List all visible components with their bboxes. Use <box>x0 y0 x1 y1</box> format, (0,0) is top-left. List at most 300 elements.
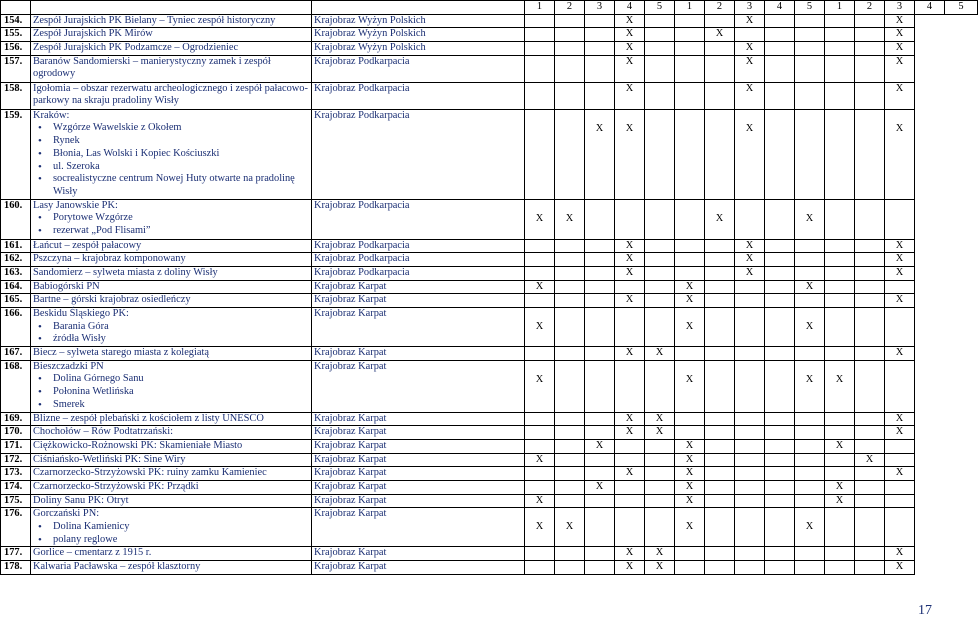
table-row <box>1 426 978 440</box>
mark-cell <box>615 480 645 494</box>
mark-cell <box>705 42 735 56</box>
mark-cell <box>795 547 825 561</box>
mark-cell <box>855 547 885 561</box>
landscape-category: Krajobraz Karpat <box>312 494 525 508</box>
mark-cell <box>705 294 735 308</box>
landscape-category: Krajobraz Karpat <box>312 508 525 547</box>
mark-cell <box>765 308 795 347</box>
x-mark: X <box>595 439 604 451</box>
mark-cell <box>525 508 555 547</box>
mark-cell <box>795 508 825 547</box>
mark-cell <box>765 294 795 308</box>
mark-cell <box>555 109 585 199</box>
row-number: 177. <box>1 547 31 561</box>
mark-cell <box>555 294 585 308</box>
mark-cell <box>525 294 555 308</box>
mark-cell <box>705 412 735 426</box>
x-mark: X <box>865 453 874 465</box>
x-mark: X <box>685 521 694 533</box>
mark-cell <box>765 439 795 453</box>
site-name-cell <box>31 239 312 253</box>
mark-cell <box>615 308 645 347</box>
mark-cell <box>765 253 795 267</box>
site-subitem: • Barania Góra <box>53 321 309 334</box>
mark-cell <box>585 308 615 347</box>
landscape-category: Krajobraz Karpat <box>312 294 525 308</box>
mark-cell <box>795 28 825 42</box>
header-cell: 2 <box>855 1 885 15</box>
mark-cell <box>795 42 825 56</box>
x-mark: X <box>625 347 634 359</box>
mark-cell <box>885 239 915 253</box>
mark-cell <box>855 412 885 426</box>
row-number: 174. <box>1 480 31 494</box>
mark-cell <box>525 82 555 109</box>
row-number: 172. <box>1 453 31 467</box>
mark-cell <box>795 294 825 308</box>
x-mark: X <box>625 122 634 134</box>
mark-cell <box>885 453 915 467</box>
mark-cell <box>855 439 885 453</box>
mark-cell <box>705 467 735 481</box>
mark-cell <box>795 199 825 239</box>
mark-cell <box>645 467 675 481</box>
mark-cell <box>795 360 825 412</box>
mark-cell <box>585 347 615 361</box>
mark-cell <box>555 547 585 561</box>
x-mark: X <box>535 280 544 292</box>
mark-cell <box>795 412 825 426</box>
mark-cell <box>525 547 555 561</box>
mark-cell <box>885 480 915 494</box>
mark-cell <box>645 453 675 467</box>
mark-cell <box>855 42 885 56</box>
mark-cell <box>765 467 795 481</box>
mark-cell <box>855 494 885 508</box>
mark-cell <box>585 199 615 239</box>
mark-cell <box>825 239 855 253</box>
mark-cell <box>555 347 585 361</box>
mark-cell <box>855 14 885 28</box>
row-number: 168. <box>1 360 31 412</box>
mark-cell <box>705 239 735 253</box>
site-subitem: • Porytowe Wzgórze <box>53 212 309 225</box>
table-row <box>1 561 978 575</box>
mark-cell <box>645 360 675 412</box>
row-number: 167. <box>1 347 31 361</box>
landscape-category: Krajobraz Wyżyn Polskich <box>312 28 525 42</box>
mark-cell <box>555 426 585 440</box>
x-mark: X <box>895 42 904 54</box>
mark-cell <box>555 42 585 56</box>
mark-cell <box>585 239 615 253</box>
mark-cell <box>765 14 795 28</box>
site-name-cell <box>31 439 312 453</box>
x-mark: X <box>895 28 904 40</box>
mark-cell <box>525 347 555 361</box>
mark-cell <box>855 480 885 494</box>
table-row <box>1 453 978 467</box>
table-row <box>1 239 978 253</box>
site-subitem: • Wzgórze Wawelskie z Okołem <box>53 122 309 135</box>
mark-cell <box>885 308 915 347</box>
mark-cell <box>855 294 885 308</box>
mark-cell <box>825 547 855 561</box>
site-name-cell <box>31 266 312 280</box>
mark-cell <box>735 453 765 467</box>
table-row <box>1 42 978 56</box>
mark-cell <box>735 494 765 508</box>
mark-cell <box>855 266 885 280</box>
mark-cell <box>645 109 675 199</box>
mark-cell <box>795 239 825 253</box>
site-name-cell <box>31 453 312 467</box>
site-name: Pszczyna – krajobraz komponowany <box>33 253 186 265</box>
mark-cell <box>675 508 705 547</box>
mark-cell <box>675 494 705 508</box>
mark-cell <box>765 266 795 280</box>
mark-cell <box>735 28 765 42</box>
site-name: Czarnorzecko-Strzyżowski PK: ruiny zamku Kamieniec <box>33 467 267 479</box>
mark-cell <box>675 453 705 467</box>
mark-cell <box>585 412 615 426</box>
mark-cell <box>555 55 585 82</box>
row-number: 165. <box>1 294 31 308</box>
x-mark: X <box>655 547 664 559</box>
mark-cell <box>675 347 705 361</box>
mark-cell <box>615 82 645 109</box>
site-name-cell <box>31 547 312 561</box>
x-mark: X <box>625 467 634 479</box>
mark-cell <box>705 55 735 82</box>
site-subitems <box>33 321 309 346</box>
header-cell: 3 <box>885 1 915 15</box>
landscape-category: Krajobraz Podkarpacia <box>312 55 525 82</box>
site-subitems <box>33 521 309 546</box>
mark-cell <box>735 253 765 267</box>
mark-cell <box>825 561 855 575</box>
row-number: 171. <box>1 439 31 453</box>
mark-cell <box>825 508 855 547</box>
site-name: Gorlice – cmentarz z 1915 r. <box>33 547 152 559</box>
mark-cell <box>735 480 765 494</box>
site-name: Biecz – sylweta starego miasta z kolegiatą <box>33 347 209 359</box>
mark-cell <box>555 412 585 426</box>
x-mark: X <box>625 547 634 559</box>
landscape-category: Krajobraz Podkarpacia <box>312 109 525 199</box>
mark-cell <box>615 199 645 239</box>
mark-cell <box>735 55 765 82</box>
mark-cell <box>645 55 675 82</box>
landscape-category: Krajobraz Karpat <box>312 467 525 481</box>
mark-cell <box>795 439 825 453</box>
mark-cell <box>645 199 675 239</box>
x-mark: X <box>685 280 694 292</box>
mark-cell <box>735 109 765 199</box>
mark-cell <box>765 42 795 56</box>
landscape-category: Krajobraz Wyżyn Polskich <box>312 14 525 28</box>
mark-cell <box>855 426 885 440</box>
mark-cell <box>885 494 915 508</box>
x-mark: X <box>625 239 634 251</box>
mark-cell <box>675 561 705 575</box>
mark-cell <box>615 42 645 56</box>
site-subitem: • Smerek <box>53 399 309 412</box>
site-name: Doliny Sanu PK: Otryt <box>33 494 129 506</box>
x-mark: X <box>745 122 754 134</box>
mark-cell <box>795 426 825 440</box>
x-mark: X <box>535 321 544 332</box>
header-cell: 1 <box>675 1 705 15</box>
site-name: Igołomia – obszar rezerwatu archeologicznego i zespół pałacowo-parkowy na skraju pradoliny Wisły <box>33 82 308 107</box>
mark-cell <box>825 82 855 109</box>
site-name-cell <box>31 199 312 239</box>
mark-cell <box>825 280 855 294</box>
mark-cell <box>735 412 765 426</box>
mark-cell <box>765 28 795 42</box>
table-row <box>1 494 978 508</box>
site-name-cell <box>31 426 312 440</box>
mark-cell <box>585 253 615 267</box>
mark-cell <box>765 547 795 561</box>
mark-cell <box>825 480 855 494</box>
site-name: Ciężkowicko-Rożnowski PK: Skamieniałe Miasto <box>33 439 243 451</box>
site-name-cell <box>31 467 312 481</box>
mark-cell <box>705 199 735 239</box>
mark-cell <box>525 42 555 56</box>
mark-cell <box>555 239 585 253</box>
mark-cell <box>585 508 615 547</box>
mark-cell <box>855 508 885 547</box>
x-mark: X <box>535 453 544 465</box>
mark-cell <box>855 55 885 82</box>
row-number: 157. <box>1 55 31 82</box>
mark-cell <box>795 347 825 361</box>
mark-cell <box>675 294 705 308</box>
row-number: 176. <box>1 508 31 547</box>
x-mark: X <box>625 14 634 26</box>
x-mark: X <box>835 480 844 492</box>
site-name-cell <box>31 360 312 412</box>
site-name: Chochołów – Rów Podtatrzański: <box>33 426 173 438</box>
table-row <box>1 294 978 308</box>
mark-cell <box>885 109 915 199</box>
mark-cell <box>555 82 585 109</box>
mark-cell <box>585 426 615 440</box>
x-mark: X <box>685 373 694 385</box>
mark-cell <box>795 494 825 508</box>
mark-cell <box>645 426 675 440</box>
site-name: Zespół Jurajskich PK Bielany – Tyniec zespół historyczny <box>33 14 276 26</box>
mark-cell <box>885 253 915 267</box>
mark-cell <box>765 508 795 547</box>
mark-cell <box>525 14 555 28</box>
site-name: Lasy Janowskie PK: <box>33 199 118 211</box>
x-mark: X <box>685 321 694 332</box>
mark-cell <box>825 412 855 426</box>
site-name: Sandomierz – sylweta miasta z doliny Wisły <box>33 266 218 278</box>
landscape-category: Krajobraz Podkarpacia <box>312 253 525 267</box>
site-name: Zespół Jurajskich PK Mirów <box>33 28 153 40</box>
landscape-category: Krajobraz Karpat <box>312 453 525 467</box>
mark-cell <box>525 266 555 280</box>
table-row <box>1 199 978 239</box>
x-mark: X <box>805 373 814 385</box>
mark-cell <box>825 426 855 440</box>
row-number: 154. <box>1 14 31 28</box>
header-cell <box>312 1 525 15</box>
mark-cell <box>615 239 645 253</box>
table-row <box>1 55 978 82</box>
mark-cell <box>885 82 915 109</box>
site-name: Beskidu Śląskiego PK: <box>33 308 129 319</box>
landscape-category: Krajobraz Karpat <box>312 308 525 347</box>
mark-cell <box>855 308 885 347</box>
mark-cell <box>615 561 645 575</box>
mark-cell <box>525 453 555 467</box>
site-subitem: • rezerwat „Pod Flisami” <box>53 225 309 238</box>
x-mark: X <box>655 561 664 573</box>
mark-cell <box>885 412 915 426</box>
mark-cell <box>825 199 855 239</box>
row-number: 160. <box>1 199 31 239</box>
table-row <box>1 266 978 280</box>
mark-cell <box>885 347 915 361</box>
landscape-category: Krajobraz Karpat <box>312 561 525 575</box>
row-number: 161. <box>1 239 31 253</box>
mark-cell <box>705 109 735 199</box>
mark-cell <box>765 347 795 361</box>
mark-cell <box>555 14 585 28</box>
mark-cell <box>615 494 645 508</box>
x-mark: X <box>685 294 694 306</box>
mark-cell <box>885 426 915 440</box>
mark-cell <box>855 239 885 253</box>
mark-cell <box>705 28 735 42</box>
x-mark: X <box>625 82 634 94</box>
mark-cell <box>765 199 795 239</box>
table-row <box>1 14 978 28</box>
landscape-category: Krajobraz Karpat <box>312 439 525 453</box>
header-cell: 5 <box>945 1 978 15</box>
landscape-category: Krajobraz Karpat <box>312 412 525 426</box>
mark-cell <box>585 42 615 56</box>
site-subitem: • socrealistyczne centrum Nowej Huty otwarte na pradolinę Wisły <box>53 173 309 198</box>
mark-cell <box>855 467 885 481</box>
mark-cell <box>525 360 555 412</box>
landscape-category: Krajobraz Podkarpacia <box>312 199 525 239</box>
site-name-cell <box>31 412 312 426</box>
mark-cell <box>705 266 735 280</box>
row-number: 155. <box>1 28 31 42</box>
mark-cell <box>855 347 885 361</box>
site-name-cell <box>31 55 312 82</box>
site-name-cell <box>31 494 312 508</box>
mark-cell <box>555 360 585 412</box>
x-mark: X <box>595 480 604 492</box>
mark-cell <box>885 467 915 481</box>
mark-cell <box>825 14 855 28</box>
header-cell: 1 <box>825 1 855 15</box>
mark-cell <box>585 280 615 294</box>
table-row <box>1 360 978 412</box>
mark-cell <box>705 308 735 347</box>
mark-cell <box>615 28 645 42</box>
mark-cell <box>705 82 735 109</box>
mark-cell <box>705 494 735 508</box>
mark-cell <box>825 494 855 508</box>
mark-cell <box>705 439 735 453</box>
mark-cell <box>645 266 675 280</box>
header-cell <box>31 1 312 15</box>
mark-cell <box>735 308 765 347</box>
mark-cell <box>555 508 585 547</box>
table-row <box>1 508 978 547</box>
x-mark: X <box>895 14 904 26</box>
mark-cell <box>585 547 615 561</box>
mark-cell <box>525 253 555 267</box>
mark-cell <box>795 280 825 294</box>
mark-cell <box>645 508 675 547</box>
x-mark: X <box>895 82 904 94</box>
mark-cell <box>735 280 765 294</box>
landscape-category: Krajobraz Podkarpacia <box>312 266 525 280</box>
x-mark: X <box>895 347 904 359</box>
x-mark: X <box>535 521 544 533</box>
x-mark: X <box>685 439 694 451</box>
site-subitem: • źródła Wisły <box>53 333 309 346</box>
mark-cell <box>885 294 915 308</box>
mark-cell <box>795 453 825 467</box>
table-row <box>1 439 978 453</box>
mark-cell <box>645 14 675 28</box>
row-number: 163. <box>1 266 31 280</box>
mark-cell <box>675 253 705 267</box>
mark-cell <box>675 14 705 28</box>
x-mark: X <box>625 294 634 306</box>
mark-cell <box>855 82 885 109</box>
x-mark: X <box>835 439 844 451</box>
mark-cell <box>615 508 645 547</box>
site-name-cell <box>31 280 312 294</box>
mark-cell <box>765 426 795 440</box>
row-number: 173. <box>1 467 31 481</box>
mark-cell <box>645 42 675 56</box>
x-mark: X <box>895 467 904 479</box>
mark-cell <box>675 467 705 481</box>
mark-cell <box>825 266 855 280</box>
mark-cell <box>675 42 705 56</box>
mark-cell <box>645 494 675 508</box>
x-mark: X <box>625 412 634 424</box>
mark-cell <box>645 547 675 561</box>
mark-cell <box>885 508 915 547</box>
mark-cell <box>555 280 585 294</box>
mark-cell <box>525 28 555 42</box>
x-mark: X <box>745 14 754 26</box>
site-name: Zespół Jurajskich PK Podzamcze – Ogrodzieniec <box>33 42 239 54</box>
mark-cell <box>705 360 735 412</box>
table-row <box>1 82 978 109</box>
mark-cell <box>885 199 915 239</box>
x-mark: X <box>895 122 904 134</box>
mark-cell <box>855 109 885 199</box>
mark-cell <box>555 253 585 267</box>
x-mark: X <box>895 55 904 67</box>
mark-cell <box>825 55 855 82</box>
mark-cell <box>645 412 675 426</box>
mark-cell <box>735 82 765 109</box>
